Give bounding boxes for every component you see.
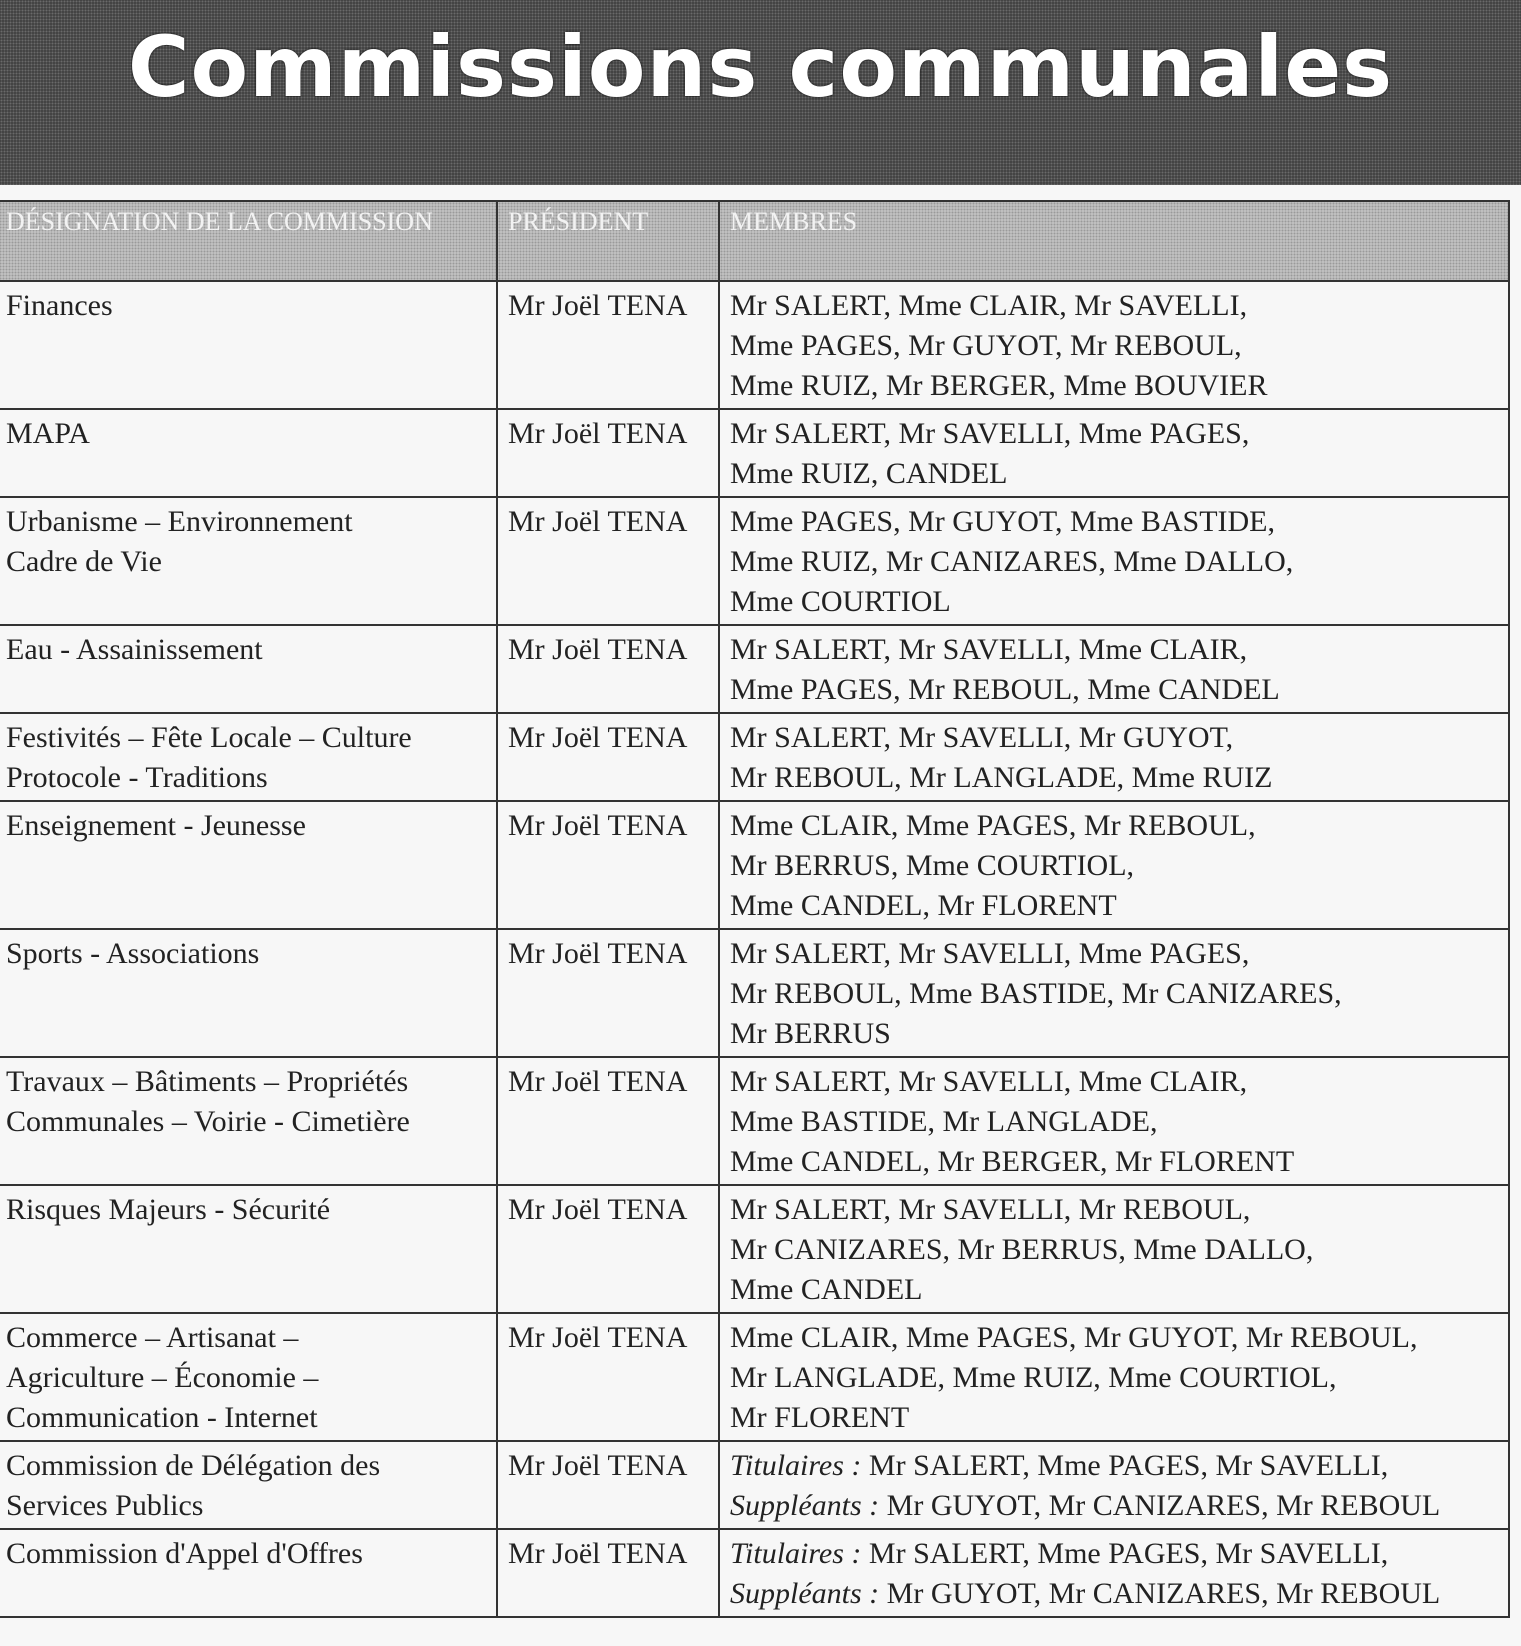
members-cell xyxy=(719,281,1509,409)
role-label: Suppléants : xyxy=(730,1577,880,1610)
members-line: Mme PAGES, Mr GUYOT, Mme BASTIDE, xyxy=(730,505,1276,538)
commission-name-line: Commerce – Artisanat – xyxy=(6,1321,299,1354)
president-cell: Mr Joël TENA xyxy=(497,929,719,1057)
table-row xyxy=(0,281,1509,409)
members-cell xyxy=(719,625,1509,713)
role-members: Mr GUYOT, Mr CANIZARES, Mr REBOUL xyxy=(886,1577,1441,1610)
members-cell xyxy=(719,1313,1509,1441)
president-cell: Mr Joël TENA xyxy=(497,801,719,929)
commission-name-cell xyxy=(0,713,497,801)
table-row xyxy=(0,1057,1509,1185)
table-header-row xyxy=(0,201,1509,281)
header-members: MEMBRES xyxy=(719,201,1509,281)
commission-name-line: MAPA xyxy=(6,417,90,450)
role-members: Mr SALERT, Mme PAGES, Mr SAVELLI, xyxy=(868,1537,1389,1570)
president-cell: Mr Joël TENA xyxy=(497,713,719,801)
role-label: Suppléants : xyxy=(730,1489,880,1522)
members-line: Mr FLORENT xyxy=(730,1401,910,1434)
table-row xyxy=(0,625,1509,713)
page-title: Commissions communales xyxy=(127,18,1394,116)
commission-name-cell xyxy=(0,1185,497,1313)
commissions-table xyxy=(0,200,1510,1618)
president-cell: Mr Joël TENA xyxy=(497,409,719,497)
suppleants-line xyxy=(730,1574,1498,1614)
commission-name-line: Cadre de Vie xyxy=(6,545,162,578)
members-cell xyxy=(719,1057,1509,1185)
members-line: Mr SALERT, Mr SAVELLI, Mme PAGES, xyxy=(730,937,1250,970)
members-cell xyxy=(719,1185,1509,1313)
table-body xyxy=(0,281,1509,1617)
members-line: Mr SALERT, Mr SAVELLI, Mme CLAIR, xyxy=(730,633,1248,666)
president-cell: Mr Joël TENA xyxy=(497,497,719,625)
president-cell: Mr Joël TENA xyxy=(497,625,719,713)
members-line: Mr BERRUS, Mme COURTIOL, xyxy=(730,849,1135,882)
table-row xyxy=(0,409,1509,497)
members-line: Mr SALERT, Mme CLAIR, Mr SAVELLI, xyxy=(730,289,1248,322)
president-cell: Mr Joël TENA xyxy=(497,1441,719,1529)
members-line: Mme BASTIDE, Mr LANGLADE, xyxy=(730,1105,1158,1138)
role-members: Mr GUYOT, Mr CANIZARES, Mr REBOUL xyxy=(886,1489,1441,1522)
president-cell: Mr Joël TENA xyxy=(497,1057,719,1185)
president-cell: Mr Joël TENA xyxy=(497,281,719,409)
commission-name-line: Communication - Internet xyxy=(6,1401,318,1434)
commission-name-line: Urbanisme – Environnement xyxy=(6,505,353,538)
members-cell xyxy=(719,1529,1509,1617)
commission-name-cell xyxy=(0,1441,497,1529)
members-line: Mme RUIZ, Mr CANIZARES, Mme DALLO, xyxy=(730,545,1294,578)
members-cell xyxy=(719,409,1509,497)
members-cell xyxy=(719,929,1509,1057)
table-row xyxy=(0,497,1509,625)
members-cell xyxy=(719,801,1509,929)
members-line: Mr CANIZARES, Mr BERRUS, Mme DALLO, xyxy=(730,1233,1314,1266)
commission-name-line: Risques Majeurs - Sécurité xyxy=(6,1193,331,1226)
table-row xyxy=(0,713,1509,801)
president-cell: Mr Joël TENA xyxy=(497,1185,719,1313)
members-line: Mme RUIZ, Mr BERGER, Mme BOUVIER xyxy=(730,369,1268,402)
members-cell xyxy=(719,1441,1509,1529)
table-row xyxy=(0,1185,1509,1313)
commission-name-line: Finances xyxy=(6,289,113,322)
president-cell: Mr Joël TENA xyxy=(497,1529,719,1617)
commission-name-line: Services Publics xyxy=(6,1489,204,1522)
commission-name-line: Festivités – Fête Locale – Culture xyxy=(6,721,412,754)
suppleants-line xyxy=(730,1486,1498,1526)
table-row xyxy=(0,1441,1509,1529)
members-line: Mme PAGES, Mr REBOUL, Mme CANDEL xyxy=(730,673,1280,706)
members-line: Mme RUIZ, CANDEL xyxy=(730,457,1008,490)
titulaires-line xyxy=(730,1534,1498,1574)
commission-name-line: Enseignement - Jeunesse xyxy=(6,809,306,842)
table-row xyxy=(0,1313,1509,1441)
commission-name-cell xyxy=(0,281,497,409)
commission-name-line: Travaux – Bâtiments – Propriétés xyxy=(6,1065,409,1098)
header-president: PRÉSIDENT xyxy=(497,201,719,281)
members-line: Mr SALERT, Mr SAVELLI, Mr REBOUL, xyxy=(730,1193,1251,1226)
commission-name-cell xyxy=(0,801,497,929)
members-line: Mr REBOUL, Mme BASTIDE, Mr CANIZARES, xyxy=(730,977,1342,1010)
commission-name-line: Eau - Assainissement xyxy=(6,633,263,666)
members-line: Mme COURTIOL xyxy=(730,585,951,618)
table-row xyxy=(0,1529,1509,1617)
members-line: Mme CANDEL, Mr FLORENT xyxy=(730,889,1117,922)
commission-name-cell xyxy=(0,497,497,625)
title-banner xyxy=(0,0,1521,185)
commission-name-cell xyxy=(0,1057,497,1185)
members-cell xyxy=(719,497,1509,625)
members-line: Mr BERRUS xyxy=(730,1017,891,1050)
commission-name-cell xyxy=(0,625,497,713)
members-cell xyxy=(719,713,1509,801)
president-cell: Mr Joël TENA xyxy=(497,1313,719,1441)
members-line: Mme PAGES, Mr GUYOT, Mr REBOUL, xyxy=(730,329,1242,362)
commission-name-line: Sports - Associations xyxy=(6,937,260,970)
role-members: Mr SALERT, Mme PAGES, Mr SAVELLI, xyxy=(868,1449,1389,1482)
members-line: Mme CANDEL xyxy=(730,1273,923,1306)
members-line: Mme CANDEL, Mr BERGER, Mr FLORENT xyxy=(730,1145,1295,1178)
commission-name-line: Commission d'Appel d'Offres xyxy=(6,1537,363,1570)
members-line: Mr LANGLADE, Mme RUIZ, Mme COURTIOL, xyxy=(730,1361,1337,1394)
commission-name-cell xyxy=(0,929,497,1057)
role-label: Titulaires : xyxy=(730,1537,862,1570)
commission-name-cell xyxy=(0,1529,497,1617)
members-line: Mr SALERT, Mr SAVELLI, Mr GUYOT, xyxy=(730,721,1234,754)
members-line: Mr REBOUL, Mr LANGLADE, Mme RUIZ xyxy=(730,761,1273,794)
commission-name-line: Commission de Délégation des xyxy=(6,1449,381,1482)
titulaires-line xyxy=(730,1446,1498,1486)
members-line: Mr SALERT, Mr SAVELLI, Mme PAGES, xyxy=(730,417,1250,450)
header-designation: DÉSIGNATION DE LA COMMISSION xyxy=(0,201,497,281)
members-line: Mr SALERT, Mr SAVELLI, Mme CLAIR, xyxy=(730,1065,1248,1098)
commission-name-line: Agriculture – Économie – xyxy=(6,1361,319,1394)
commission-name-line: Communales – Voirie - Cimetière xyxy=(6,1105,410,1138)
table-row xyxy=(0,929,1509,1057)
commission-name-cell xyxy=(0,409,497,497)
members-line: Mme CLAIR, Mme PAGES, Mr GUYOT, Mr REBOUL, xyxy=(730,1321,1418,1354)
role-label: Titulaires : xyxy=(730,1449,862,1482)
table-row xyxy=(0,801,1509,929)
commission-name-line: Protocole - Traditions xyxy=(6,761,268,794)
commission-name-cell xyxy=(0,1313,497,1441)
members-line: Mme CLAIR, Mme PAGES, Mr REBOUL, xyxy=(730,809,1256,842)
